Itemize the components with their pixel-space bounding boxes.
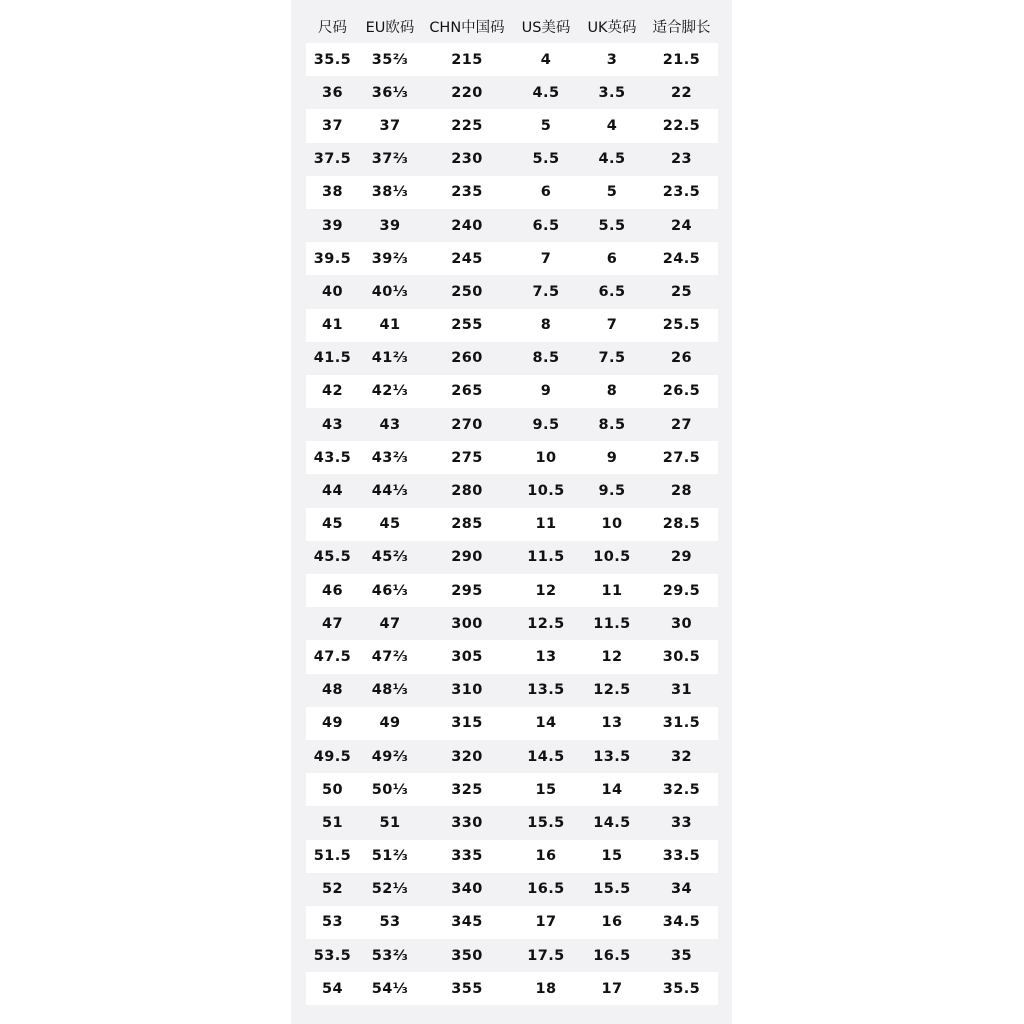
cell-uk: 17 bbox=[579, 972, 645, 1005]
cell-eu: 51 bbox=[359, 806, 421, 839]
cell-chn: 335 bbox=[421, 840, 513, 873]
cell-chn: 230 bbox=[421, 143, 513, 176]
cell-foot-length: 25.5 bbox=[645, 309, 718, 342]
table-row bbox=[306, 740, 718, 773]
cell-chn: 265 bbox=[421, 375, 513, 408]
cell-uk: 13 bbox=[579, 707, 645, 740]
cell-us: 16 bbox=[513, 840, 579, 873]
cell-eu: 47 bbox=[359, 607, 421, 640]
table-row bbox=[306, 309, 718, 342]
cell-eu: 36⅓ bbox=[359, 76, 421, 109]
cell-size: 47.5 bbox=[306, 640, 359, 673]
header-row bbox=[306, 10, 718, 43]
column-header-size: 尺码 bbox=[318, 20, 347, 36]
cell-us: 9 bbox=[513, 375, 579, 408]
cell-eu: 49 bbox=[359, 707, 421, 740]
cell-us: 7.5 bbox=[513, 275, 579, 308]
cell-us: 4 bbox=[513, 43, 579, 76]
cell-foot-length: 31.5 bbox=[645, 707, 718, 740]
cell-chn: 240 bbox=[421, 209, 513, 242]
cell-uk: 8.5 bbox=[579, 408, 645, 441]
cell-uk: 6 bbox=[579, 242, 645, 275]
cell-size: 39.5 bbox=[306, 242, 359, 275]
cell-size: 47 bbox=[306, 607, 359, 640]
cell-eu: 52⅓ bbox=[359, 873, 421, 906]
table-row bbox=[306, 707, 718, 740]
cell-chn: 310 bbox=[421, 674, 513, 707]
cell-eu: 43⅔ bbox=[359, 441, 421, 474]
cell-size: 44 bbox=[306, 474, 359, 507]
cell-foot-length: 22.5 bbox=[645, 109, 718, 142]
cell-eu: 41 bbox=[359, 309, 421, 342]
cell-size: 37.5 bbox=[306, 143, 359, 176]
cell-size: 43 bbox=[306, 408, 359, 441]
cell-us: 6 bbox=[513, 176, 579, 209]
table-row bbox=[306, 408, 718, 441]
cell-chn: 290 bbox=[421, 541, 513, 574]
cell-size: 45.5 bbox=[306, 541, 359, 574]
cell-uk: 14 bbox=[579, 773, 645, 806]
cell-size: 42 bbox=[306, 375, 359, 408]
cell-uk: 12.5 bbox=[579, 674, 645, 707]
cell-us: 4.5 bbox=[513, 76, 579, 109]
cell-foot-length: 31 bbox=[645, 674, 718, 707]
cell-uk: 12 bbox=[579, 640, 645, 673]
cell-uk: 11.5 bbox=[579, 607, 645, 640]
cell-eu: 37⅔ bbox=[359, 143, 421, 176]
cell-chn: 225 bbox=[421, 109, 513, 142]
table-row bbox=[306, 840, 718, 873]
cell-uk: 13.5 bbox=[579, 740, 645, 773]
cell-chn: 250 bbox=[421, 275, 513, 308]
cell-foot-length: 23.5 bbox=[645, 176, 718, 209]
cell-chn: 300 bbox=[421, 607, 513, 640]
cell-size: 40 bbox=[306, 275, 359, 308]
cell-uk: 15 bbox=[579, 840, 645, 873]
cell-us: 12 bbox=[513, 574, 579, 607]
cell-us: 9.5 bbox=[513, 408, 579, 441]
cell-foot-length: 24.5 bbox=[645, 242, 718, 275]
cell-foot-length: 35 bbox=[645, 939, 718, 972]
table-row bbox=[306, 640, 718, 673]
cell-us: 11.5 bbox=[513, 541, 579, 574]
cell-size: 39 bbox=[306, 209, 359, 242]
cell-chn: 215 bbox=[421, 43, 513, 76]
cell-uk: 10 bbox=[579, 508, 645, 541]
size-chart-table bbox=[306, 10, 718, 1005]
cell-chn: 235 bbox=[421, 176, 513, 209]
cell-uk: 8 bbox=[579, 375, 645, 408]
cell-eu: 35⅔ bbox=[359, 43, 421, 76]
table-row bbox=[306, 143, 718, 176]
cell-uk: 5.5 bbox=[579, 209, 645, 242]
cell-foot-length: 27.5 bbox=[645, 441, 718, 474]
table-row bbox=[306, 972, 718, 1005]
cell-uk: 16.5 bbox=[579, 939, 645, 972]
cell-chn: 315 bbox=[421, 707, 513, 740]
cell-size: 35.5 bbox=[306, 43, 359, 76]
column-header-us: US美码 bbox=[521, 20, 571, 36]
size-rows bbox=[306, 43, 718, 1005]
cell-us: 8 bbox=[513, 309, 579, 342]
cell-foot-length: 26.5 bbox=[645, 375, 718, 408]
cell-chn: 270 bbox=[421, 408, 513, 441]
cell-chn: 340 bbox=[421, 873, 513, 906]
cell-us: 5 bbox=[513, 109, 579, 142]
cell-uk: 7 bbox=[579, 309, 645, 342]
cell-eu: 39 bbox=[359, 209, 421, 242]
cell-foot-length: 22 bbox=[645, 76, 718, 109]
cell-us: 13.5 bbox=[513, 674, 579, 707]
table-row bbox=[306, 674, 718, 707]
cell-foot-length: 25 bbox=[645, 275, 718, 308]
cell-uk: 3.5 bbox=[579, 76, 645, 109]
cell-foot-length: 35.5 bbox=[645, 972, 718, 1005]
cell-chn: 285 bbox=[421, 508, 513, 541]
cell-foot-length: 26 bbox=[645, 342, 718, 375]
cell-foot-length: 27 bbox=[645, 408, 718, 441]
cell-us: 17 bbox=[513, 906, 579, 939]
table-row bbox=[306, 474, 718, 507]
cell-eu: 46⅓ bbox=[359, 574, 421, 607]
cell-chn: 355 bbox=[421, 972, 513, 1005]
table-row bbox=[306, 43, 718, 76]
cell-size: 51.5 bbox=[306, 840, 359, 873]
column-header-foot-length: 适合脚长 bbox=[652, 20, 711, 36]
cell-size: 46 bbox=[306, 574, 359, 607]
cell-size: 36 bbox=[306, 76, 359, 109]
cell-uk: 5 bbox=[579, 176, 645, 209]
cell-uk: 16 bbox=[579, 906, 645, 939]
cell-chn: 275 bbox=[421, 441, 513, 474]
cell-eu: 49⅔ bbox=[359, 740, 421, 773]
cell-chn: 295 bbox=[421, 574, 513, 607]
table-row bbox=[306, 541, 718, 574]
cell-uk: 10.5 bbox=[579, 541, 645, 574]
cell-chn: 245 bbox=[421, 242, 513, 275]
cell-us: 15.5 bbox=[513, 806, 579, 839]
table-row bbox=[306, 76, 718, 109]
cell-foot-length: 32 bbox=[645, 740, 718, 773]
table-row bbox=[306, 939, 718, 972]
cell-size: 37 bbox=[306, 109, 359, 142]
cell-eu: 47⅔ bbox=[359, 640, 421, 673]
cell-chn: 255 bbox=[421, 309, 513, 342]
cell-foot-length: 23 bbox=[645, 143, 718, 176]
cell-chn: 280 bbox=[421, 474, 513, 507]
table-row bbox=[306, 109, 718, 142]
cell-chn: 350 bbox=[421, 939, 513, 972]
cell-uk: 3 bbox=[579, 43, 645, 76]
cell-foot-length: 33.5 bbox=[645, 840, 718, 873]
cell-us: 14 bbox=[513, 707, 579, 740]
cell-eu: 45⅔ bbox=[359, 541, 421, 574]
table-row bbox=[306, 873, 718, 906]
cell-eu: 41⅔ bbox=[359, 342, 421, 375]
cell-uk: 11 bbox=[579, 574, 645, 607]
table-row bbox=[306, 275, 718, 308]
cell-size: 48 bbox=[306, 674, 359, 707]
cell-us: 13 bbox=[513, 640, 579, 673]
cell-eu: 51⅔ bbox=[359, 840, 421, 873]
cell-size: 41.5 bbox=[306, 342, 359, 375]
cell-uk: 14.5 bbox=[579, 806, 645, 839]
cell-us: 10 bbox=[513, 441, 579, 474]
cell-size: 38 bbox=[306, 176, 359, 209]
table-row bbox=[306, 342, 718, 375]
cell-us: 11 bbox=[513, 508, 579, 541]
cell-foot-length: 29.5 bbox=[645, 574, 718, 607]
cell-size: 45 bbox=[306, 508, 359, 541]
cell-size: 54 bbox=[306, 972, 359, 1005]
cell-foot-length: 29 bbox=[645, 541, 718, 574]
table-row bbox=[306, 508, 718, 541]
cell-foot-length: 34.5 bbox=[645, 906, 718, 939]
cell-eu: 39⅔ bbox=[359, 242, 421, 275]
cell-eu: 48⅓ bbox=[359, 674, 421, 707]
cell-us: 18 bbox=[513, 972, 579, 1005]
table-row bbox=[306, 441, 718, 474]
table-row bbox=[306, 773, 718, 806]
column-header-chn: CHN中国码 bbox=[429, 20, 505, 36]
cell-uk: 9 bbox=[579, 441, 645, 474]
cell-size: 49 bbox=[306, 707, 359, 740]
cell-eu: 53⅔ bbox=[359, 939, 421, 972]
cell-size: 43.5 bbox=[306, 441, 359, 474]
cell-size: 53 bbox=[306, 906, 359, 939]
table-row bbox=[306, 209, 718, 242]
cell-eu: 45 bbox=[359, 508, 421, 541]
cell-uk: 6.5 bbox=[579, 275, 645, 308]
cell-eu: 50⅓ bbox=[359, 773, 421, 806]
cell-chn: 325 bbox=[421, 773, 513, 806]
cell-eu: 40⅓ bbox=[359, 275, 421, 308]
cell-size: 50 bbox=[306, 773, 359, 806]
cell-size: 41 bbox=[306, 309, 359, 342]
cell-chn: 345 bbox=[421, 906, 513, 939]
cell-eu: 43 bbox=[359, 408, 421, 441]
cell-foot-length: 28 bbox=[645, 474, 718, 507]
cell-chn: 320 bbox=[421, 740, 513, 773]
cell-size: 49.5 bbox=[306, 740, 359, 773]
table-row bbox=[306, 607, 718, 640]
cell-foot-length: 30 bbox=[645, 607, 718, 640]
cell-us: 12.5 bbox=[513, 607, 579, 640]
cell-eu: 38⅓ bbox=[359, 176, 421, 209]
cell-us: 16.5 bbox=[513, 873, 579, 906]
cell-chn: 220 bbox=[421, 76, 513, 109]
column-header-eu: EU欧码 bbox=[365, 20, 415, 36]
cell-eu: 37 bbox=[359, 109, 421, 142]
cell-foot-length: 34 bbox=[645, 873, 718, 906]
cell-us: 10.5 bbox=[513, 474, 579, 507]
table-row bbox=[306, 906, 718, 939]
cell-eu: 54⅓ bbox=[359, 972, 421, 1005]
cell-us: 5.5 bbox=[513, 143, 579, 176]
cell-foot-length: 30.5 bbox=[645, 640, 718, 673]
table-row bbox=[306, 375, 718, 408]
cell-uk: 15.5 bbox=[579, 873, 645, 906]
table-row bbox=[306, 242, 718, 275]
cell-foot-length: 24 bbox=[645, 209, 718, 242]
cell-us: 7 bbox=[513, 242, 579, 275]
table-row bbox=[306, 176, 718, 209]
cell-uk: 4 bbox=[579, 109, 645, 142]
cell-uk: 4.5 bbox=[579, 143, 645, 176]
cell-foot-length: 21.5 bbox=[645, 43, 718, 76]
cell-us: 17.5 bbox=[513, 939, 579, 972]
cell-eu: 53 bbox=[359, 906, 421, 939]
table-row bbox=[306, 806, 718, 839]
column-header-uk: UK英码 bbox=[587, 20, 637, 36]
cell-chn: 260 bbox=[421, 342, 513, 375]
cell-chn: 305 bbox=[421, 640, 513, 673]
cell-chn: 330 bbox=[421, 806, 513, 839]
cell-uk: 7.5 bbox=[579, 342, 645, 375]
cell-foot-length: 32.5 bbox=[645, 773, 718, 806]
cell-size: 52 bbox=[306, 873, 359, 906]
cell-foot-length: 28.5 bbox=[645, 508, 718, 541]
cell-us: 14.5 bbox=[513, 740, 579, 773]
cell-us: 6.5 bbox=[513, 209, 579, 242]
cell-eu: 44⅓ bbox=[359, 474, 421, 507]
table-row bbox=[306, 574, 718, 607]
cell-eu: 42⅓ bbox=[359, 375, 421, 408]
cell-us: 15 bbox=[513, 773, 579, 806]
cell-uk: 9.5 bbox=[579, 474, 645, 507]
cell-foot-length: 33 bbox=[645, 806, 718, 839]
cell-us: 8.5 bbox=[513, 342, 579, 375]
cell-size: 51 bbox=[306, 806, 359, 839]
cell-size: 53.5 bbox=[306, 939, 359, 972]
